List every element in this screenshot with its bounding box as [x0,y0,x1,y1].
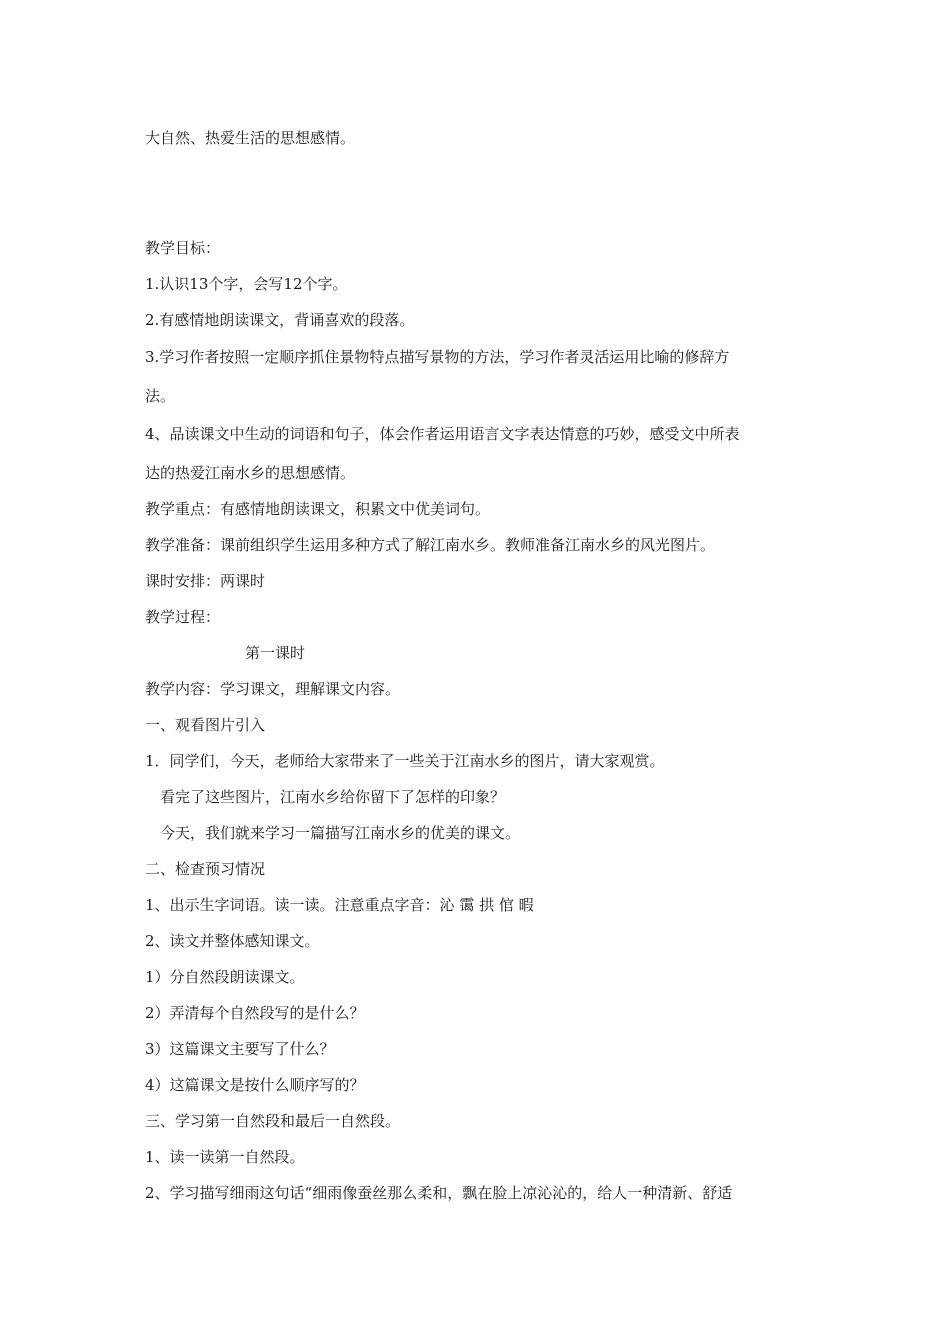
goal-item-3: 3.学习作者按照一定顺序抓住景物特点描写景物的方法，学习作者灵活运用比喻的修辞方 [145,348,730,366]
heading-teaching-goals: 教学目标： [145,239,221,257]
goal-item-4-continued: 达的热爱江南水乡的思想感情。 [145,464,356,482]
section-3-item-2: 2、学习描写细雨这句话“细雨像蚕丝那么柔和，飘在脸上凉沁沁的，给人一种清新、舒适 [145,1184,733,1202]
section-3-item-1: 1、读一读第一自然段。 [145,1148,305,1166]
section-2-subitem-2: 2）弄清每个自然段写的是什么？ [145,1004,365,1022]
section-2-subitem-1: 1）分自然段朗读课文。 [145,968,305,986]
teaching-content: 教学内容：学习课文，理解课文内容。 [145,680,401,698]
section-1-heading: 一、观看图片引入 [145,716,266,734]
goal-item-2: 2.有感情地朗读课文，背诵喜欢的段落。 [145,311,415,329]
text-line-continuation: 大自然、热爱生活的思想感情。 [145,129,356,147]
section-2-subitem-4: 4）这篇课文是按什么顺序写的？ [145,1076,365,1094]
section-1-item-1: 1．同学们，今天，老师给大家带来了一些关于江南水乡的图片，请大家观赏。 [145,752,665,770]
class-schedule: 课时安排：两课时 [145,572,266,590]
section-2-subitem-3: 3）这篇课文主要写了什么？ [145,1040,335,1058]
section-2-heading: 二、检查预习情况 [145,860,266,878]
section-1-question: 看完了这些图片，江南水乡给你留下了怎样的印象？ [160,788,506,806]
section-2-item-2: 2、读文并整体感知课文。 [145,932,320,950]
section-1-intro: 今天，我们就来学习一篇描写江南水乡的优美的课文。 [160,824,521,842]
section-3-heading: 三、学习第一自然段和最后一自然段。 [145,1112,401,1130]
goal-item-4: 4、品读课文中生动的词语和句子，体会作者运用语言文字表达情意的巧妙，感受文中所表 [145,425,740,443]
teaching-preparation: 教学准备：课前组织学生运用多种方式了解江南水乡。教师准备江南水乡的风光图片。 [145,536,716,554]
goal-item-1: 1.认识13个字，会写12个字。 [145,275,348,293]
section-2-item-1: 1、出示生字词语。读一读。注意重点字音：沁 霭 拱 倌 暇 [145,896,534,914]
teaching-focus: 教学重点：有感情地朗读课文，积累文中优美词句。 [145,500,491,518]
lesson-title: 第一课时 [245,644,306,662]
goal-item-3-continued: 法。 [145,387,176,405]
heading-teaching-process: 教学过程： [145,608,221,626]
